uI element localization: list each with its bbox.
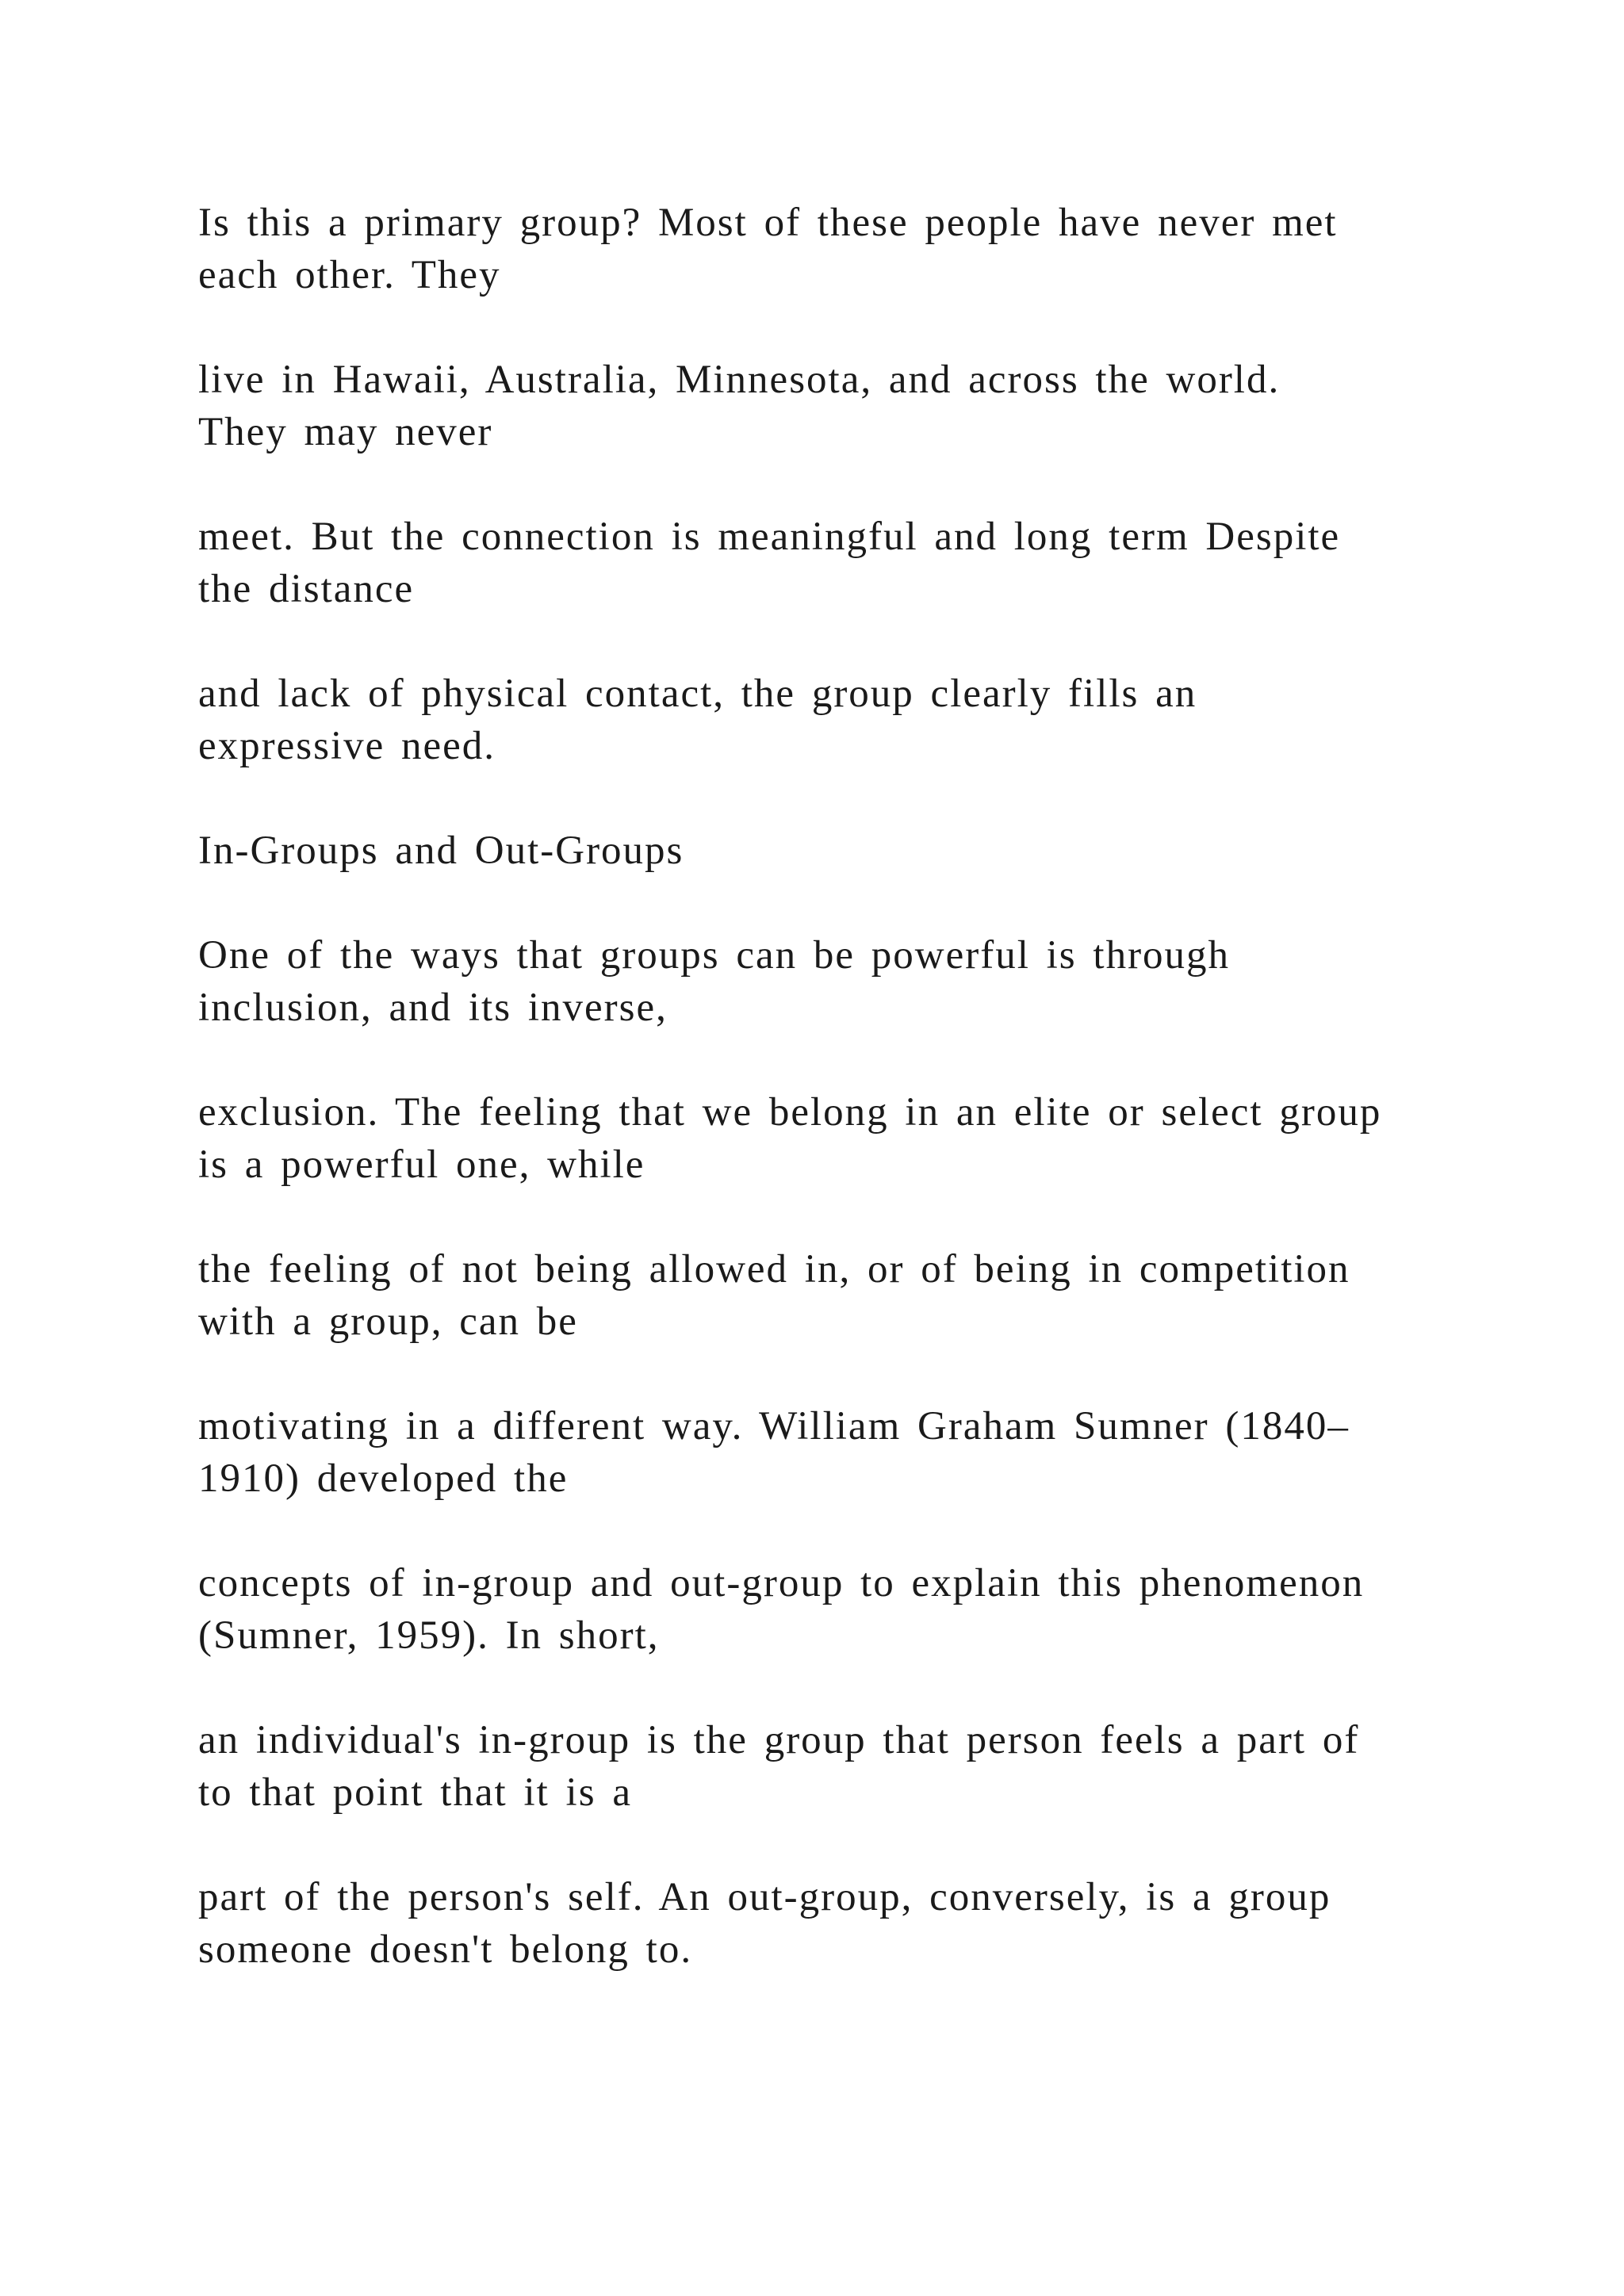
- text-line: the distance: [198, 567, 415, 611]
- text-line: each other. They: [198, 253, 501, 297]
- text-line: (Sumner, 1959). In short,: [198, 1613, 660, 1658]
- paragraph: [198, 668, 1435, 772]
- text-line: to that point that it is a: [198, 1770, 632, 1815]
- text-line: live in Hawaii, Australia, Minnesota, and across the world.: [198, 358, 1281, 402]
- paragraph: [198, 1243, 1435, 1348]
- text-line: an individual's in-group is the group that person feels a part of: [198, 1718, 1360, 1762]
- paragraph: [198, 354, 1435, 458]
- text-line: the feeling of not being allowed in, or of being in competition: [198, 1247, 1350, 1292]
- paragraph: [198, 929, 1435, 1034]
- section-heading-text: In-Groups and Out-Groups: [198, 828, 684, 873]
- text-line: is a powerful one, while: [198, 1142, 645, 1187]
- paragraph: [198, 1871, 1435, 1976]
- paragraph: [198, 197, 1435, 301]
- text-line: and lack of physical contact, the group clearly fills an: [198, 672, 1197, 716]
- text-line: inclusion, and its inverse,: [198, 985, 668, 1030]
- section-heading: [198, 825, 1435, 877]
- text-line: 1910) developed the: [198, 1456, 569, 1501]
- text-line: One of the ways that groups can be powerful is through: [198, 933, 1231, 978]
- text-line: expressive need.: [198, 724, 496, 768]
- text-line: concepts of in-group and out-group to explain this phenomenon: [198, 1561, 1365, 1605]
- text-line: They may never: [198, 410, 493, 454]
- document-body: [198, 197, 1435, 2028]
- paragraph: [198, 1400, 1435, 1505]
- text-line: Is this a primary group? Most of these people have never met: [198, 201, 1338, 245]
- text-line: someone doesn't belong to.: [198, 1927, 693, 1972]
- paragraph: [198, 1714, 1435, 1819]
- paragraph: [198, 1086, 1435, 1191]
- text-line: exclusion. The feeling that we belong in an elite or select group: [198, 1090, 1382, 1135]
- text-line: motivating in a different way. William Graham Sumner (1840–: [198, 1404, 1350, 1448]
- text-line: meet. But the connection is meaningful and long term Despite: [198, 515, 1341, 559]
- paragraph: [198, 511, 1435, 615]
- text-line: part of the person's self. An out-group, conversely, is a group: [198, 1875, 1331, 1919]
- paragraph: [198, 1557, 1435, 1662]
- text-line: with a group, can be: [198, 1299, 578, 1344]
